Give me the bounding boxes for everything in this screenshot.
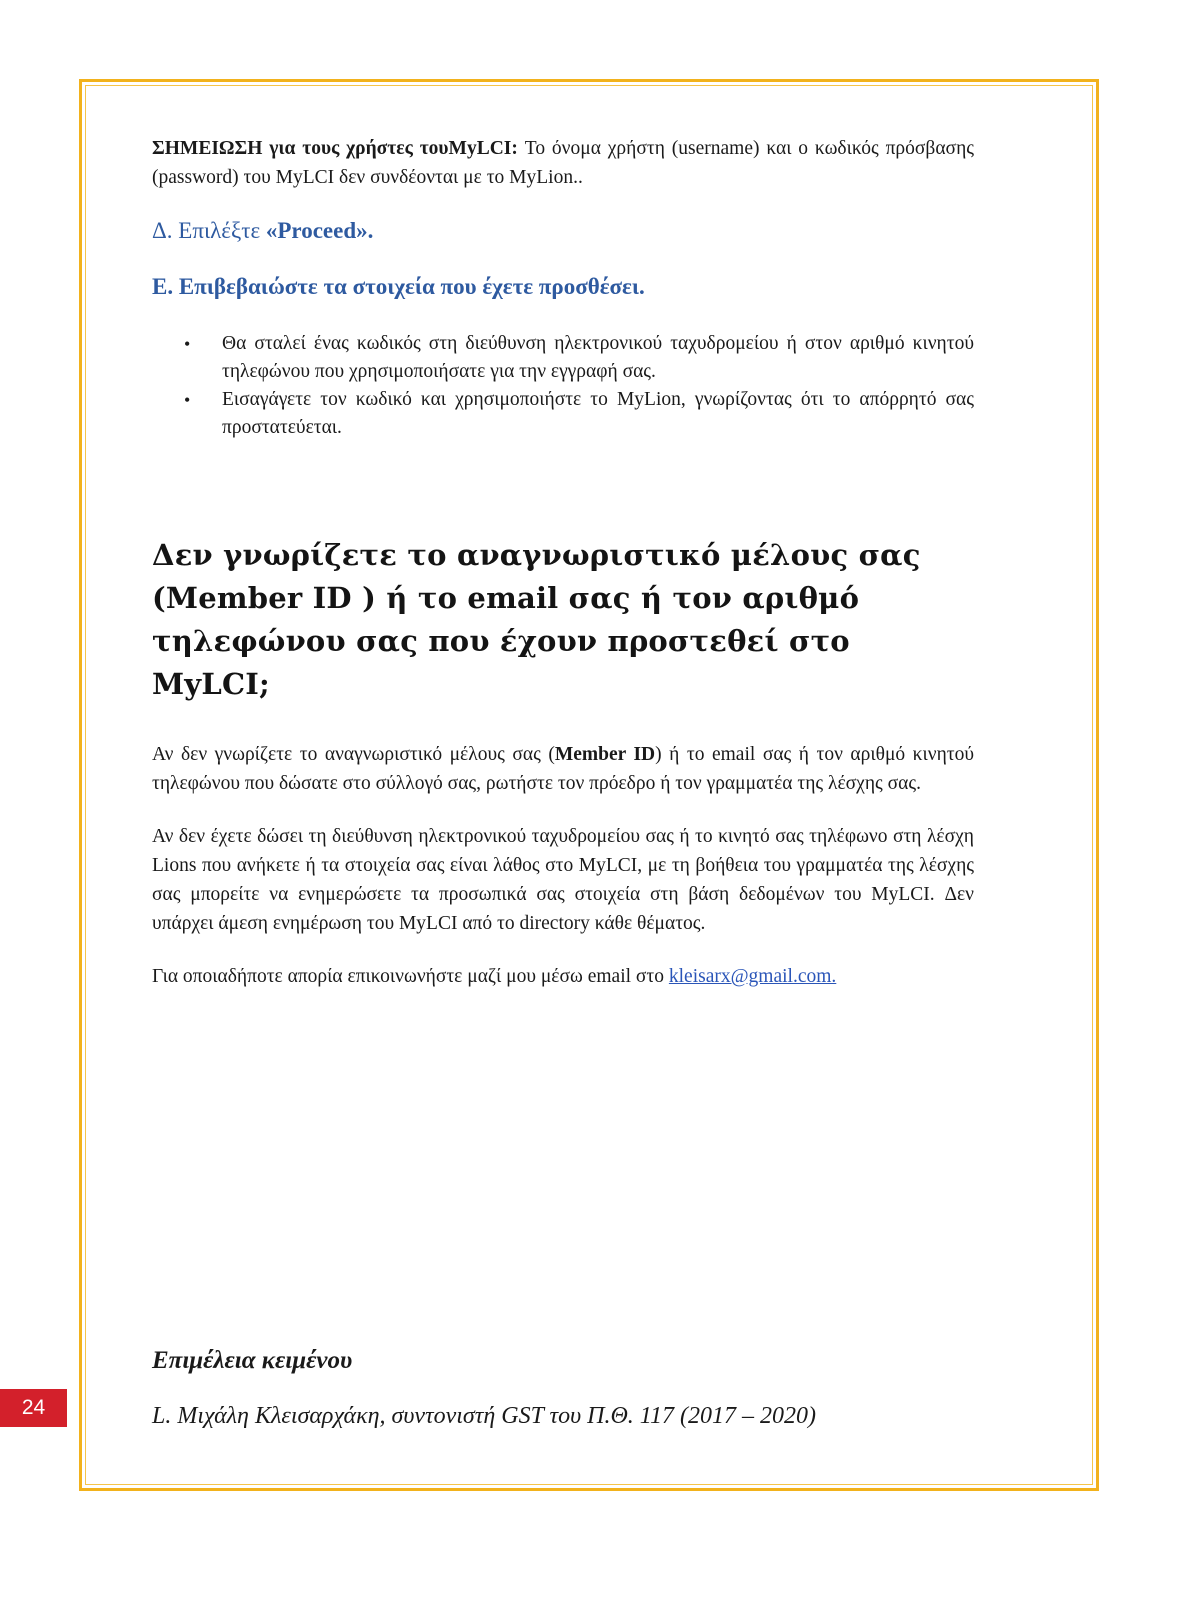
note-text: Το όνομα χρήστη (username) και ο κωδικός πρόσβασης (password) του MyLCI δεν συνδέονται με το MyLion.. — [152, 138, 974, 188]
step-d-proceed: «Proceed». — [265, 218, 374, 243]
confirmation-bullets — [152, 330, 974, 442]
page-number-badge: 24 — [0, 1389, 67, 1427]
step-d — [152, 216, 974, 246]
step-d-prefix: Δ. Επιλέξτε — [152, 218, 266, 243]
bullet-item-code-sent — [152, 330, 974, 386]
section-title: Δεν γνωρίζετε το αναγνωριστικό μέλους σας (Member ID ) ή το email σας ή τον αριθμό τηλεφώνου σας που έχουν προστεθεί στο MyLCI; — [152, 538, 921, 701]
step-e: Ε. Επιβεβαιώστε τα στοιχεία που έχετε προσθέσει. — [152, 274, 645, 299]
contact-text: Για οποιαδήποτε απορία επικοινωνήστε μαζί μου μέσω email στο — [152, 966, 669, 987]
page-content — [152, 134, 974, 991]
paragraph-member-id — [152, 740, 974, 798]
paragraph1-before: Αν δεν γνωρίζετε το αναγνωριστικό μέλους σας ( — [152, 744, 555, 765]
credits-name: L. Μιχάλη Κλεισαρχάκη, συντονιστή GST του Π.Θ. 117 (2017 – 2020) — [152, 1403, 816, 1429]
note-lead: ΣΗΜΕΙΩΣΗ για τους χρήστες τουMyLCI: — [152, 138, 518, 159]
bullet-icon: • — [184, 390, 191, 410]
mylci-note — [152, 134, 974, 192]
paragraph-contact — [152, 962, 974, 991]
paragraph-update-details: Αν δεν έχετε δώσει τη διεύθυνση ηλεκτρονικού ταχυδρομείου σας ή το κινητό σας τηλέφωνο στη λέσχη Lions που ανήκετε ή τα στοιχεία σας είναι λάθος στο MyLCI, με τη βοήθεια του γραμματέα της λέσχης σας μπορείτε να ενημερώσετε τα προσωπικά σας στοιχεία στη βάση δεδομένων του MyLCI. Δεν υπάρχει άμεση ενημέρωση του MyLCI από το directory κάθε θέματος. — [152, 826, 974, 934]
member-id-bold: Member ID — [554, 744, 656, 765]
bullet-icon: • — [184, 334, 191, 354]
email-link[interactable]: kleisarx@gmail.com. — [668, 966, 837, 987]
bullet-text: Εισαγάγετε τον κωδικό και χρησιμοποιήστε το MyLion, γνωρίζοντας ότι το απόρρητό σας προστατεύεται. — [222, 389, 974, 438]
credits-title: Επιμέλεια κειμένου — [152, 1347, 353, 1374]
bullet-item-enter-code — [152, 386, 974, 442]
bullet-text: Θα σταλεί ένας κωδικός στη διεύθυνση ηλεκτρονικού ταχυδρομείου ή στον αριθμό κινητού τηλεφώνου που χρησιμοποιήσατε για την εγγραφή σας. — [222, 333, 974, 382]
paragraph1-after: ) ή το email σας ή τον αριθμό κινητού τηλεφώνου που δώσατε στο σύλλογό σας, ρωτήστε τον πρόεδρο ή τον γραμματέα της λέσχης σας. — [152, 744, 975, 794]
